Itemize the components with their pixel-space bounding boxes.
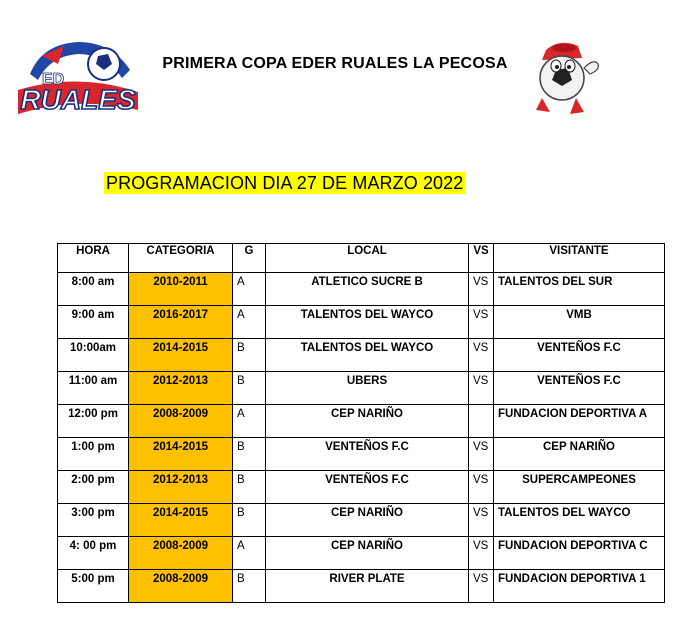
cell-local: VENTEÑOS F.C [266, 438, 469, 471]
cell-g: A [233, 306, 266, 339]
cell-g: A [233, 273, 266, 306]
cell-hora: 12:00 pm [58, 405, 129, 438]
cell-vs: VS [469, 471, 494, 504]
cell-visitante: VENTEÑOS F.C [494, 339, 665, 372]
logo-left-prefix: ED [42, 71, 65, 88]
logo-left-text: RUALES [20, 84, 136, 115]
cell-vs: VS [469, 306, 494, 339]
cell-g: A [233, 405, 266, 438]
cell-vs: VS [469, 372, 494, 405]
cell-local: ATLETICO SUCRE B [266, 273, 469, 306]
cell-categoria: 2016-2017 [129, 306, 233, 339]
cell-hora: 1:00 pm [58, 438, 129, 471]
cell-hora: 5:00 pm [58, 570, 129, 603]
cell-visitante: FUNDACION DEPORTIVA A [494, 405, 665, 438]
table-row [58, 339, 665, 372]
cell-hora: 8:00 am [58, 273, 129, 306]
cell-visitante: SUPERCAMPEONES [494, 471, 665, 504]
cell-visitante: FUNDACION DEPORTIVA C [494, 537, 665, 570]
cell-g: B [233, 372, 266, 405]
cell-vs: VS [469, 537, 494, 570]
table-row [58, 570, 665, 603]
schedule-table [57, 243, 665, 603]
header-categoria: CATEGORIA [129, 244, 233, 273]
cell-hora: 10:00am [58, 339, 129, 372]
cell-visitante: VMB [494, 306, 665, 339]
table-row [58, 471, 665, 504]
table-row [58, 372, 665, 405]
cell-categoria: 2014-2015 [129, 504, 233, 537]
cell-hora: 11:00 am [58, 372, 129, 405]
cell-categoria: 2008-2009 [129, 537, 233, 570]
cell-visitante: CEP NARIÑO [494, 438, 665, 471]
mascot-logo [520, 36, 612, 118]
table-row [58, 405, 665, 438]
cell-g: B [233, 438, 266, 471]
header-hora: HORA [58, 244, 129, 273]
cell-g: B [233, 570, 266, 603]
cell-hora: 3:00 pm [58, 504, 129, 537]
cell-categoria: 2014-2015 [129, 438, 233, 471]
header-local: LOCAL [266, 244, 469, 273]
header-vs: VS [469, 244, 494, 273]
cell-categoria: 2008-2009 [129, 570, 233, 603]
cell-g: B [233, 471, 266, 504]
header-g: G [233, 244, 266, 273]
table-row [58, 273, 665, 306]
cell-vs: VS [469, 438, 494, 471]
cell-visitante: TALENTOS DEL WAYCO [494, 504, 665, 537]
cell-vs: VS [469, 339, 494, 372]
cell-local: VENTEÑOS F.C [266, 471, 469, 504]
cell-local: CEP NARIÑO [266, 537, 469, 570]
ruales-logo [12, 34, 144, 120]
cell-local: RIVER PLATE [266, 570, 469, 603]
cell-hora: 9:00 am [58, 306, 129, 339]
cell-g: A [233, 537, 266, 570]
cell-categoria: 2010-2011 [129, 273, 233, 306]
header-visitante: VISITANTE [494, 244, 665, 273]
cell-local: TALENTOS DEL WAYCO [266, 306, 469, 339]
cell-visitante: FUNDACION DEPORTIVA 1 [494, 570, 665, 603]
table-row [58, 438, 665, 471]
cell-hora: 4: 00 pm [58, 537, 129, 570]
cell-local: TALENTOS DEL WAYCO [266, 339, 469, 372]
cell-categoria: 2012-2013 [129, 471, 233, 504]
page-title: PRIMERA COPA EDER RUALES LA PECOSA [162, 55, 508, 72]
cell-visitante: VENTEÑOS F.C [494, 372, 665, 405]
cell-vs [469, 405, 494, 438]
cell-local: UBERS [266, 372, 469, 405]
cell-local: CEP NARIÑO [266, 405, 469, 438]
cell-vs: VS [469, 273, 494, 306]
cell-vs: VS [469, 570, 494, 603]
cell-local: CEP NARIÑO [266, 504, 469, 537]
cell-visitante: TALENTOS DEL SUR [494, 273, 665, 306]
cell-g: B [233, 339, 266, 372]
cell-vs: VS [469, 504, 494, 537]
table-row [58, 306, 665, 339]
cell-categoria: 2014-2015 [129, 339, 233, 372]
cell-hora: 2:00 pm [58, 471, 129, 504]
cell-categoria: 2012-2013 [129, 372, 233, 405]
table-header-row [58, 244, 665, 273]
table-row [58, 537, 665, 570]
cell-g: B [233, 504, 266, 537]
cell-categoria: 2008-2009 [129, 405, 233, 438]
schedule-date-heading: PROGRAMACION DIA 27 DE MARZO 2022 [106, 173, 464, 193]
table-row [58, 504, 665, 537]
